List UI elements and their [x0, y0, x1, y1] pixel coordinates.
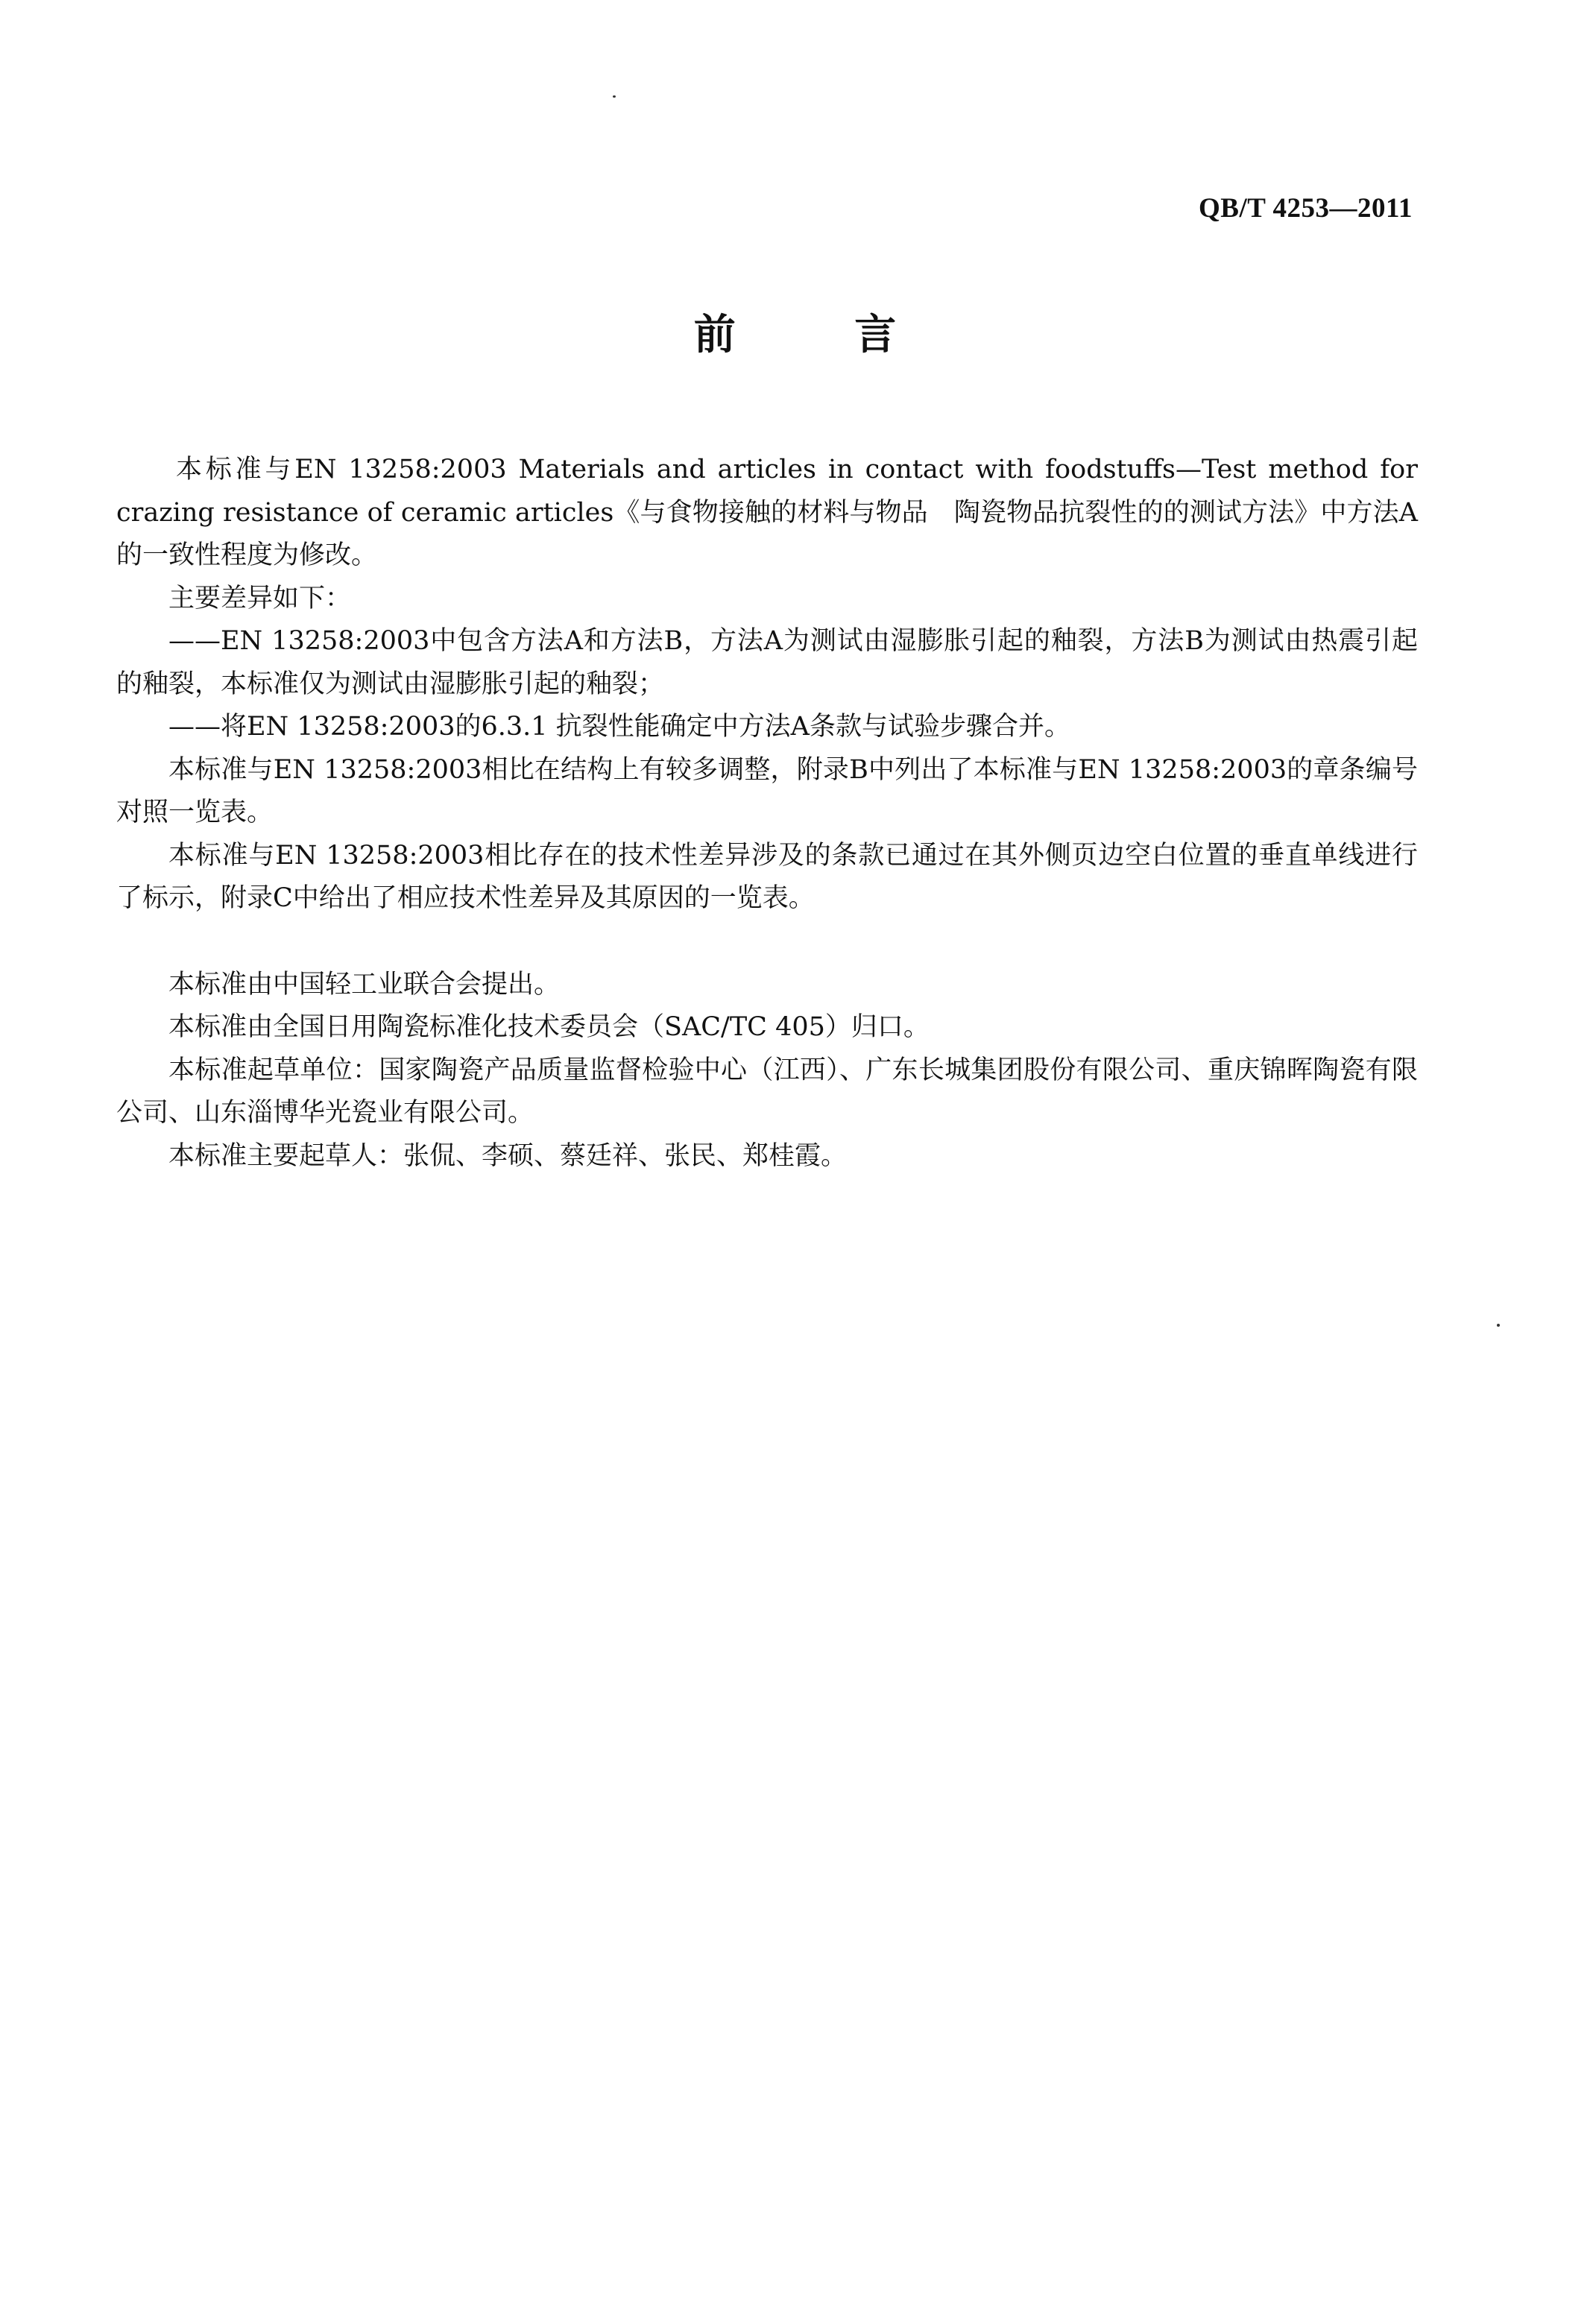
paragraph-structure: 本标准与EN 13258:2003相比在结构上有较多调整，附录B中列出了本标准与EN 13258:2003的章条编号对照一览表。 [116, 754, 1418, 827]
paragraph-gap [116, 921, 1418, 964]
paragraph-difference-1: ——EN 13258:2003中包含方法A和方法B，方法A为测试由湿膨胀引起的釉裂，方法B为测试由热震引起的釉裂，本标准仅为测试由湿膨胀引起的釉裂； [116, 626, 1418, 699]
foreword-body [116, 449, 1418, 1178]
paragraph-drafters: 本标准主要起草人：张侃、李硕、蔡廷祥、张民、郑桂霞。 [168, 1140, 848, 1171]
standard-code: QB/T 4253—2011 [1199, 193, 1413, 224]
paragraph-technical-differences: 本标准与EN 13258:2003相比存在的技术性差异涉及的条款已通过在其外侧页边空白位置的垂直单线进行了标示，附录C中给出了相应技术性差异及其原因的一览表。 [116, 840, 1418, 913]
scan-speck [613, 95, 616, 98]
paragraph-drafting-units: 本标准起草单位：国家陶瓷产品质量监督检验中心（江西）、广东长城集团股份有限公司、重庆锦晖陶瓷有限公司、山东淄博华光瓷业有限公司。 [116, 1055, 1418, 1128]
scan-speck [1497, 1324, 1500, 1327]
paragraph-difference-2: ——将EN 13258:2003的6.3.1 抗裂性能确定中方法A条款与试验步骤合并。 [168, 712, 1070, 742]
paragraph-differences-heading: 主要差异如下： [168, 583, 352, 613]
paragraph-administrator: 本标准由全国日用陶瓷标准化技术委员会（SAC/TC 405）归口。 [168, 1012, 930, 1042]
paragraph-consistency: 本标准与EN 13258:2003 Materials and articles in contact with foodstuffs—Test method for crazing resistance of ceramic articles《与食物接触的材料与物品 陶瓷物品抗裂性的的测试方法》中方法A的一致性程度为修改。 [116, 455, 1418, 570]
paragraph-proposer: 本标准由中国轻工业联合会提出。 [168, 969, 561, 1000]
page-title: 前 言 [693, 310, 949, 359]
